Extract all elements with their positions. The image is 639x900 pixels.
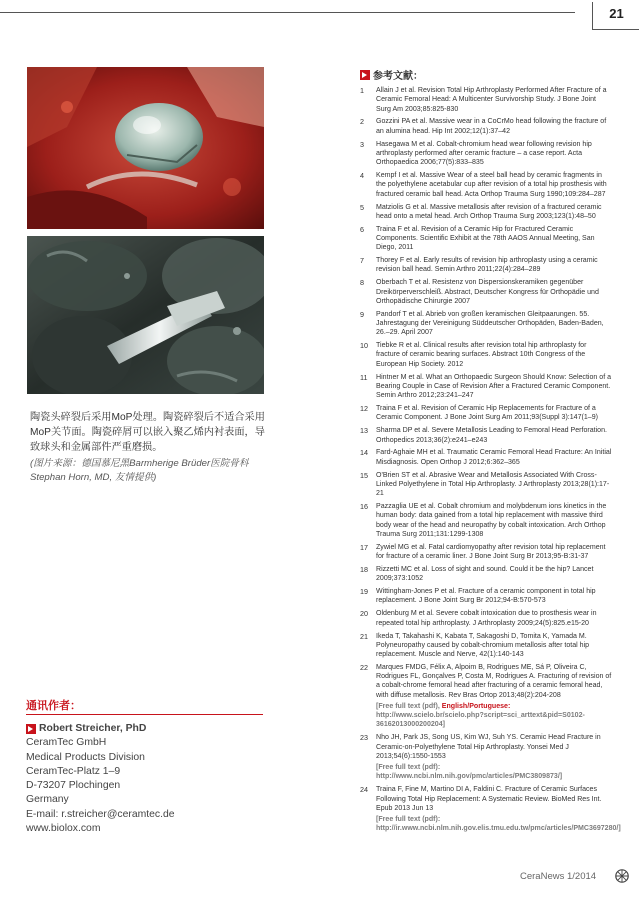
reference-text: Ikeda T, Takahashi K, Kabata T, Sakagoshi D, Tomita K, Yamada M. Polyneuropathy caused by cobalt-chromium metallosis after total hip replacement. Muscle and Nerve, 42(1):140-143 <box>376 632 590 658</box>
author-row <box>26 722 266 736</box>
reference-number: 7 <box>360 256 364 266</box>
caption-source <box>30 457 268 485</box>
contact-line: CeramTec GmbH <box>26 737 107 749</box>
reference-fulltext-link[interactable] <box>376 702 612 730</box>
reference-number: 13 <box>360 426 368 436</box>
reference-text: Traina F et al. Revision of Ceramic Hip Replacements for Fracture of a Ceramic Component. J Bone Joint Surg Am 2011;93(Suppl 3):147(1–9) <box>376 405 598 422</box>
reference-text: Fard-Aghaie MH et al. Traumatic Ceramic Femoral Head Fracture: An Initial Misdiagnosis. Open Orthop J 2012;6:362–365 <box>376 449 612 466</box>
contact-line: Germany <box>26 794 69 806</box>
reference-item <box>360 632 612 660</box>
reference-text: Zywiel MG et al. Fatal cardiomyopathy after revision total hip replacement for fracture of a ceramic liner. J Bone Joint Surg Br 2013;95-B:31-37 <box>376 543 606 560</box>
reference-text: Hasegawa M et al. Cobalt-chromium head wear following revision hip arthroplasty performed after ceramic fracture – a case report. Acta Orthopaedica 2006;77(5):833–835 <box>376 140 592 167</box>
reference-number: 24 <box>360 785 368 795</box>
reference-item <box>360 471 612 499</box>
reference-item <box>360 86 612 114</box>
reference-number: 16 <box>360 502 368 512</box>
contact-heading: 通讯作者： <box>26 700 81 712</box>
reference-number: 3 <box>360 139 364 149</box>
reference-fulltext-link[interactable] <box>376 763 612 782</box>
reference-text: Gozzini PA et al. Massive wear in a CoCrMo head following the fracture of an alumina head. Hip Int 2002;12(1):37–42 <box>376 118 607 135</box>
reference-text: Traina F et al. Revision of a Ceramic Hip for Fractured Ceramic Components. Scientific Exhibit at the 78th AAOS Annual Meeting, San Diego, 2011 <box>376 225 595 252</box>
reference-number: 19 <box>360 587 368 597</box>
link-prefix: [Free full text (pdf): http://www.ncbi.nlm.nih.gov/pmc/articles/PMC3809873/] <box>376 764 563 781</box>
reference-number: 12 <box>360 404 368 414</box>
reference-text: O'Brien ST et al. Abrasive Wear and Metallosis Associated With Cross-Linked Polyethylene in Total Hip Arthroplasty. J Arthroplasty 2013;28(1):17-21 <box>376 471 610 498</box>
arrow-icon <box>360 70 370 80</box>
reference-item <box>360 663 612 730</box>
caption-source-line2: Stephan Horn, MD, 友情提供) <box>30 472 157 483</box>
arrow-icon <box>26 724 36 734</box>
reference-item <box>360 203 612 222</box>
reference-number: 18 <box>360 564 368 574</box>
contact-line: D-73207 Plochingen <box>26 780 121 792</box>
reference-item <box>360 117 612 136</box>
reference-number: 10 <box>360 341 368 351</box>
reference-number: 21 <box>360 631 368 641</box>
footer-issue: CeraNews 1/2014 <box>520 871 597 882</box>
reference-item <box>360 785 621 833</box>
reference-item <box>360 310 612 338</box>
reference-text: Matziolis G et al. Massive metallosis after revision of a fractured ceramic head onto a metal head. Arch Orthop Trauma Surg 2003;123(1):48–50 <box>376 203 602 220</box>
reference-text: Pazzaglia UE et al. Cobalt chromium and molybdenum ions kinetics in the human body: data gained from a total hip replacement with massive third body wear of the head and neuropathy by cobalt intoxication. Arch Orthop Trauma Surg 2011;131:1299-1308 <box>376 503 607 538</box>
reference-text: Hintner M et al. What an Orthopaedic Surgeon Should Know: Selection of a Bearing Couple in Case of Revision After a Fractured Ceramic Component. Semin Arthro 2012;23:241–247 <box>376 373 612 400</box>
reference-item <box>360 543 612 562</box>
contact-line: CeramTec-Platz 1–9 <box>26 765 121 777</box>
ceranews-logo-icon <box>615 869 629 883</box>
reference-text: Sharma DP et al. Severe Metallosis Leading to Femoral Head Perforation. Orthopedics 2013;36(2):e241–e243 <box>376 427 607 444</box>
link-prefix: [Free full text (pdf), <box>376 702 442 710</box>
top-rule <box>0 12 575 13</box>
reference-item <box>360 565 612 584</box>
references-heading: 参考文献： <box>373 71 423 82</box>
reference-number: 2 <box>360 117 364 127</box>
contact-line: Medical Products Division <box>26 751 145 763</box>
reference-item <box>360 448 612 467</box>
reference-text: Oldenburg M et al. Severe cobalt intoxication due to prosthesis wear in repeated total hip arthroplasty. J Arthroplasty 2009;24(5):825.e15-20 <box>376 610 597 627</box>
figure-caption <box>30 410 268 485</box>
caption-main: 陶瓷头碎裂后采用MoP处理。陶瓷碎裂后不适合采用MoP关节面。陶瓷碎屑可以嵌入聚乙烯内衬表面，导致球头和金属部件严重磨损。 <box>30 412 265 453</box>
contact-divider <box>26 714 263 715</box>
reference-number: 9 <box>360 309 364 319</box>
reference-item <box>360 609 612 628</box>
reference-item <box>360 341 612 369</box>
references-list <box>360 86 621 837</box>
reference-number: 5 <box>360 202 364 212</box>
reference-text: Tiebke R et al. Clinical results after revision total hip arthroplasty for fracture of ceramic bearing surfaces. Abstract 10th Congress of the European Hip Society. 2012 <box>376 342 587 368</box>
reference-item <box>360 140 612 168</box>
reference-item <box>360 587 612 606</box>
specimen-photo-metallosis <box>27 236 264 394</box>
reference-item <box>360 225 612 253</box>
reference-item <box>360 426 612 445</box>
reference-text: Oberbach T et al. Resistenz von Dispersionskeramiken gegenüber Dreikörperverschleiß. Abstract, Deutscher Kongress für Orthopädie und Orthopädische Chirurgie 2007 <box>376 279 599 305</box>
reference-number: 4 <box>360 171 364 181</box>
reference-text: Nho JH, Park JS, Song US, Kim WJ, Suh YS. Ceramic Head Fracture in Ceramic-on-Polyethylene Total Hip Arthroplasty. Yonsei Med J 2013;54(6):1550-1553 <box>376 734 601 760</box>
reference-item <box>360 278 612 306</box>
reference-number: 23 <box>360 733 368 743</box>
reference-number: 14 <box>360 448 368 458</box>
link-prefix: [Free full text (pdf): http://ir.www.ncbi.nlm.nih.gov.elis.tmu.edu.tw/pmc/articles/PMC3697280/] <box>376 816 621 833</box>
contact-website[interactable]: www.biolox.com <box>26 823 101 835</box>
reference-item <box>360 733 612 781</box>
link-url: http://www.scielo.br/scielo.php?script=sci_arttext&pid=S0102-36162013000200204] <box>376 712 585 729</box>
link-language: English/Portuguese: <box>441 702 511 710</box>
page-number: 21 <box>592 2 639 30</box>
reference-text: Kempf I et al. Massive Wear of a steel ball head by ceramic fragments in the polyethylene acetabular cup after revision of a total hip prosthesis with fractured ceramic ball head. Acta Orthop Trauma Surg 1990;109:284–287 <box>376 172 607 198</box>
reference-number: 17 <box>360 542 368 552</box>
reference-number: 22 <box>360 662 368 672</box>
reference-text: Traina F, Fine M, Martino DI A, Faldini C. Fracture of Ceramic Surfaces Following Total Hip Replacement: A Systematic Review. BioMed Res Int. Epub 2013 Jun 13 <box>376 786 602 812</box>
contact-block <box>26 722 266 836</box>
reference-item <box>360 171 612 199</box>
reference-item <box>360 373 612 401</box>
reference-number: 20 <box>360 609 368 619</box>
reference-item <box>360 502 612 539</box>
surgical-photo-ceramic-head <box>27 67 264 229</box>
reference-item <box>360 256 612 275</box>
reference-number: 1 <box>360 86 364 95</box>
caption-source-line1: (图片来源：德国慕尼黑Barmherige Brüder医院骨科 <box>30 458 249 469</box>
reference-item <box>360 404 612 423</box>
reference-number: 8 <box>360 278 364 288</box>
references-heading-row <box>360 67 423 82</box>
reference-text: Wittingham-Jones P et al. Fracture of a ceramic component in total hip replacement. J Bone Joint Surg Br 2012;94-B:570-573 <box>376 588 596 605</box>
reference-text: Pandorf T et al. Abrieb von großen keramischen Gleitpaarungen. 55. Jahrestagung der Vereinigung Süddeutscher Orthopäden, Baden-Baden, 26.–29. April 2007 <box>376 310 604 337</box>
reference-fulltext-link[interactable] <box>376 815 621 834</box>
reference-text: Thorey F et al. Early results of revision hip arthroplasty using a ceramic revision ball head. Semin Arthro 2011;22(4):284–289 <box>376 257 598 274</box>
reference-number: 11 <box>360 372 368 382</box>
author-name: Robert Streicher, PhD <box>39 723 147 734</box>
reference-text: Rizzetti MC et al. Loss of sight and sound. Could it be the hip? Lancet 2009;373:1052 <box>376 565 594 583</box>
reference-text: Marques FMDG, Félix A, Alpoim B, Rodrigues ME, Sá P, Oliveira C, Rodrigues FL, Gonçalves P, Costa M, Rodrigues A. Fracturing of revision of a cobalt-chrome femoral head after fracturing of a ceramic femoral head, with diffuse metallosis. Rev Bras Ortop 2013;48(2):204-208 <box>376 663 612 699</box>
reference-number: 15 <box>360 470 368 480</box>
reference-text: Allain J et al. Revision Total Hip Arthroplasty Performed After Fracture of a Ceramic Femoral Head: A Multicenter Survivorship Study. J Bone Joint Surg Am 2003;85:825-830 <box>376 87 607 113</box>
contact-email[interactable]: E-mail: r.streicher@ceramtec.de <box>26 808 175 820</box>
reference-number: 6 <box>360 224 364 234</box>
